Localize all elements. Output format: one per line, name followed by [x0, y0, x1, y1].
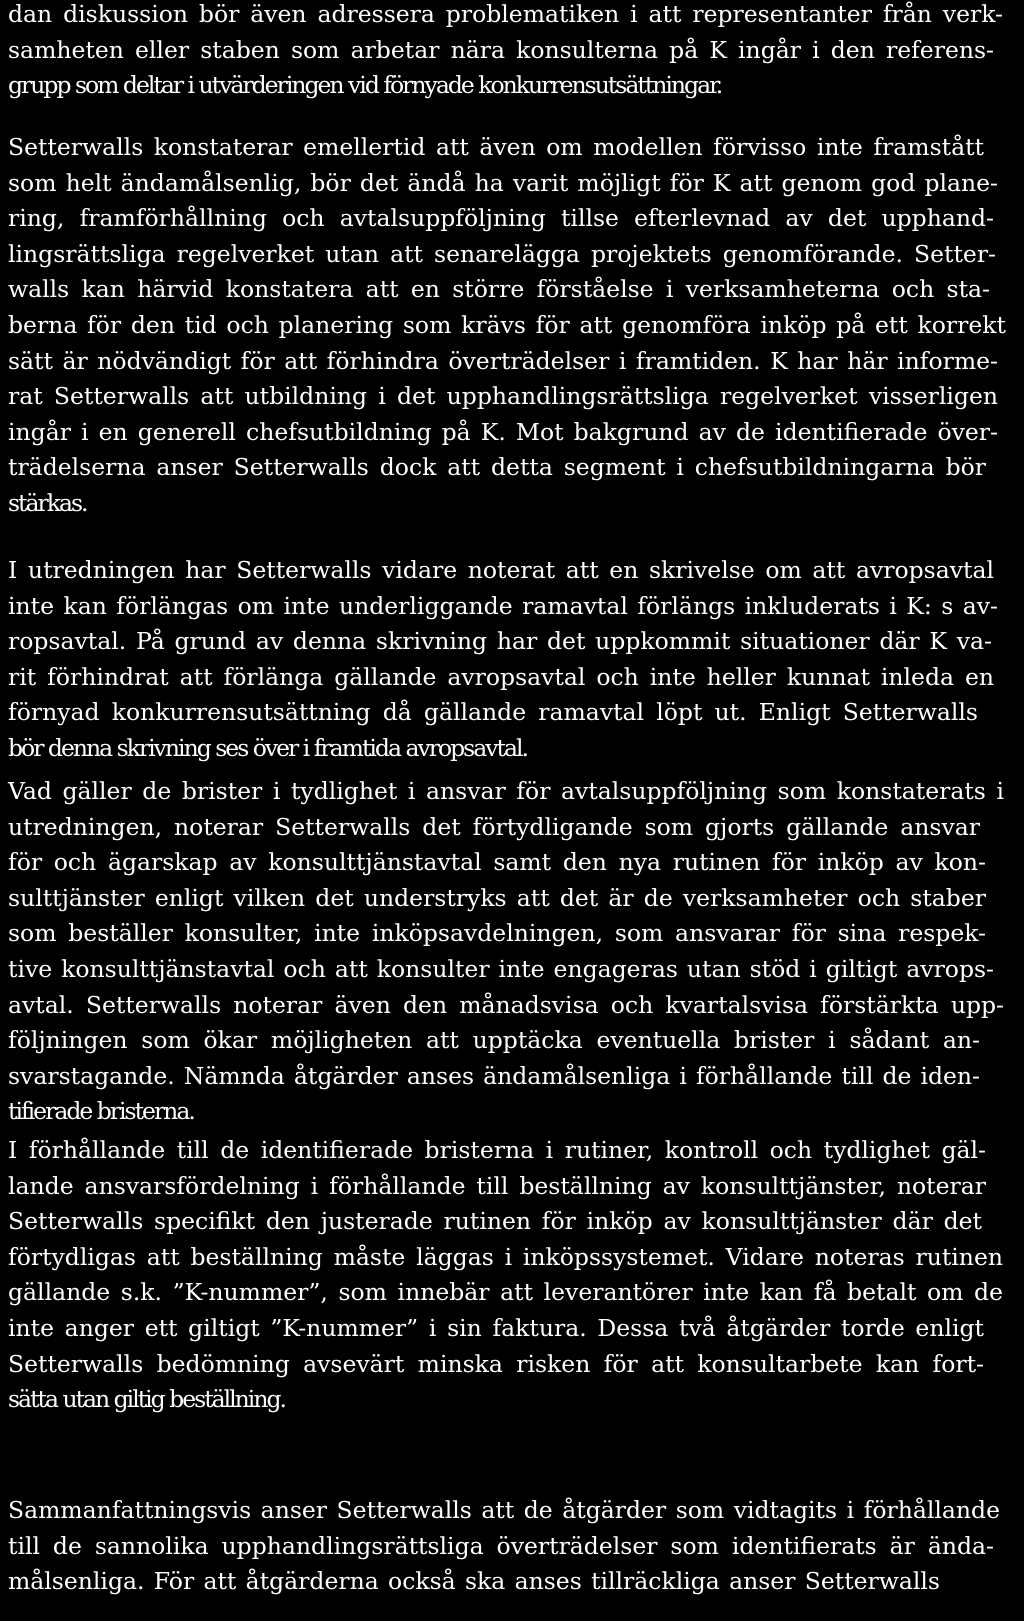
- text-line: svarstagande. Nämnda åtgärder anses ändamålsenliga i förhållande till de iden-: [8, 1061, 980, 1090]
- text-line: lande ansvarsfördelning i förhållande till beställning av konsulttjänster, noterar: [8, 1171, 986, 1200]
- paragraph: [8, 553, 1014, 767]
- text-line: ropsavtal. På grund av denna skrivning har det uppkommit situationer där K va-: [8, 627, 992, 656]
- text-line: rit förhindrat att förlänga gällande avropsavtal och inte heller kunnat inleda en: [8, 662, 994, 691]
- text-line: som beställer konsulter, inte inköpsavdelningen, som ansvarar för sina respek-: [8, 919, 986, 948]
- paragraph: [8, 1133, 1014, 1418]
- text-line: följningen som ökar möjligheten att upptäcka eventuella brister i sådant an-: [8, 1026, 980, 1055]
- text-line: avtal. Setterwalls noterar även den månadsvisa och kvartalsvisa förstärkta upp-: [8, 990, 1004, 1019]
- text-line: ingår i en generell chefsutbildning på K. Mot bakgrund av de identifierade över-: [8, 417, 998, 446]
- text-line: Sammanfattningsvis anser Setterwalls att de åtgärder som vidtagits i förhållande: [8, 1496, 1000, 1524]
- text-line: rat Setterwalls att utbildning i det upphandlingsrättsliga regelverket visserligen: [8, 382, 998, 411]
- paragraph: [8, 130, 1014, 522]
- text-line: walls kan härvid konstatera att en större förståelse i verksamheterna och sta-: [8, 275, 990, 304]
- paragraph: [8, 774, 1014, 1130]
- text-line: bör denna skrivning ses över i framtida avropsavtal.: [8, 733, 527, 762]
- text-line: Setterwalls bedömning avsevärt minska risken för att konsultarbete kan fort-: [8, 1349, 984, 1378]
- text-line: förtydligas att beställning måste läggas i inköpssystemet. Vidare noteras rutinen: [8, 1242, 1003, 1271]
- text-line: stärkas.: [8, 488, 87, 517]
- text-line: sätt är nödvändigt för att förhindra överträdelser i framtiden. K har här informe-: [8, 346, 998, 375]
- text-line: Setterwalls specifikt den justerade rutinen för inköp av konsulttjänster där det: [8, 1207, 982, 1236]
- text-line: I förhållande till de identifierade bristerna i rutiner, kontroll och tydlighet gäl-: [8, 1136, 986, 1164]
- text-line: tive konsulttjänstavtal och att konsulter inte engageras utan stöd i giltigt avrops-: [8, 954, 994, 983]
- text-line: sätta utan giltig beställning.: [8, 1385, 285, 1414]
- text-line: Vad gäller de brister i tydlighet i ansvar för avtalsuppföljning som konstaterats i: [8, 777, 1004, 805]
- text-line: till de sannolika upphandlingsrättsliga överträdelser som identifierats är ända-: [8, 1531, 994, 1560]
- text-line: utredningen, noterar Setterwalls det förtydligande som gjorts gällande ansvar: [8, 812, 980, 841]
- text-line: inte anger ett giltigt ”K-nummer” i sin faktura. Dessa två åtgärder torde enligt: [8, 1313, 984, 1342]
- text-line: trädelserna anser Setterwalls dock att detta segment i chefsutbildningarna bör: [8, 453, 986, 482]
- text-line: ring, framförhållning och avtalsuppföljning tillse efterlevnad av det upphand-: [8, 204, 994, 233]
- text-line: tifierade bristerna.: [8, 1097, 194, 1126]
- text-line: samheten eller staben som arbetar nära konsulterna på K ingår i den referens-: [8, 35, 994, 64]
- paragraph: [8, 0, 1014, 104]
- paragraph: [8, 1493, 1014, 1600]
- text-line: förnyad konkurrensutsättning då gällande ramavtal löpt ut. Enligt Setterwalls: [8, 698, 978, 727]
- text-line: målsenliga. För att åtgärderna också ska anses tillräckliga anser Setterwalls: [8, 1567, 940, 1596]
- text-line: gällande s.k. ”K-nummer”, som innebär att leverantörer inte kan få betalt om de: [8, 1278, 1003, 1307]
- text-line: grupp som deltar i utvärderingen vid förnyade konkurrensutsättningar.: [8, 71, 722, 100]
- text-line: dan diskussion bör även adressera problematiken i att representanter från verk-: [8, 0, 1003, 28]
- text-line: lingsrättsliga regelverket utan att senarelägga projektets genomförande. Setter-: [8, 239, 996, 268]
- text-line: för och ägarskap av konsulttjänstavtal samt den nya rutinen för inköp av kon-: [8, 848, 986, 877]
- text-line: I utredningen har Setterwalls vidare noterat att en skrivelse om att avropsavtal: [8, 556, 994, 584]
- text-line: inte kan förlängas om inte underliggande ramavtal förlängs inkluderats i K: s av-: [8, 591, 998, 620]
- text-line: som helt ändamålsenlig, bör det ändå ha varit möjligt för K att genom god plane-: [8, 168, 998, 197]
- text-line: berna för den tid och planering som krävs för att genomföra inköp på ett korrekt: [8, 310, 1006, 339]
- text-line: Setterwalls konstaterar emellertid att även om modellen förvisso inte framstått: [8, 133, 984, 161]
- text-line: sulttjänster enligt vilken det understryks att det är de verksamheter och staber: [8, 883, 986, 912]
